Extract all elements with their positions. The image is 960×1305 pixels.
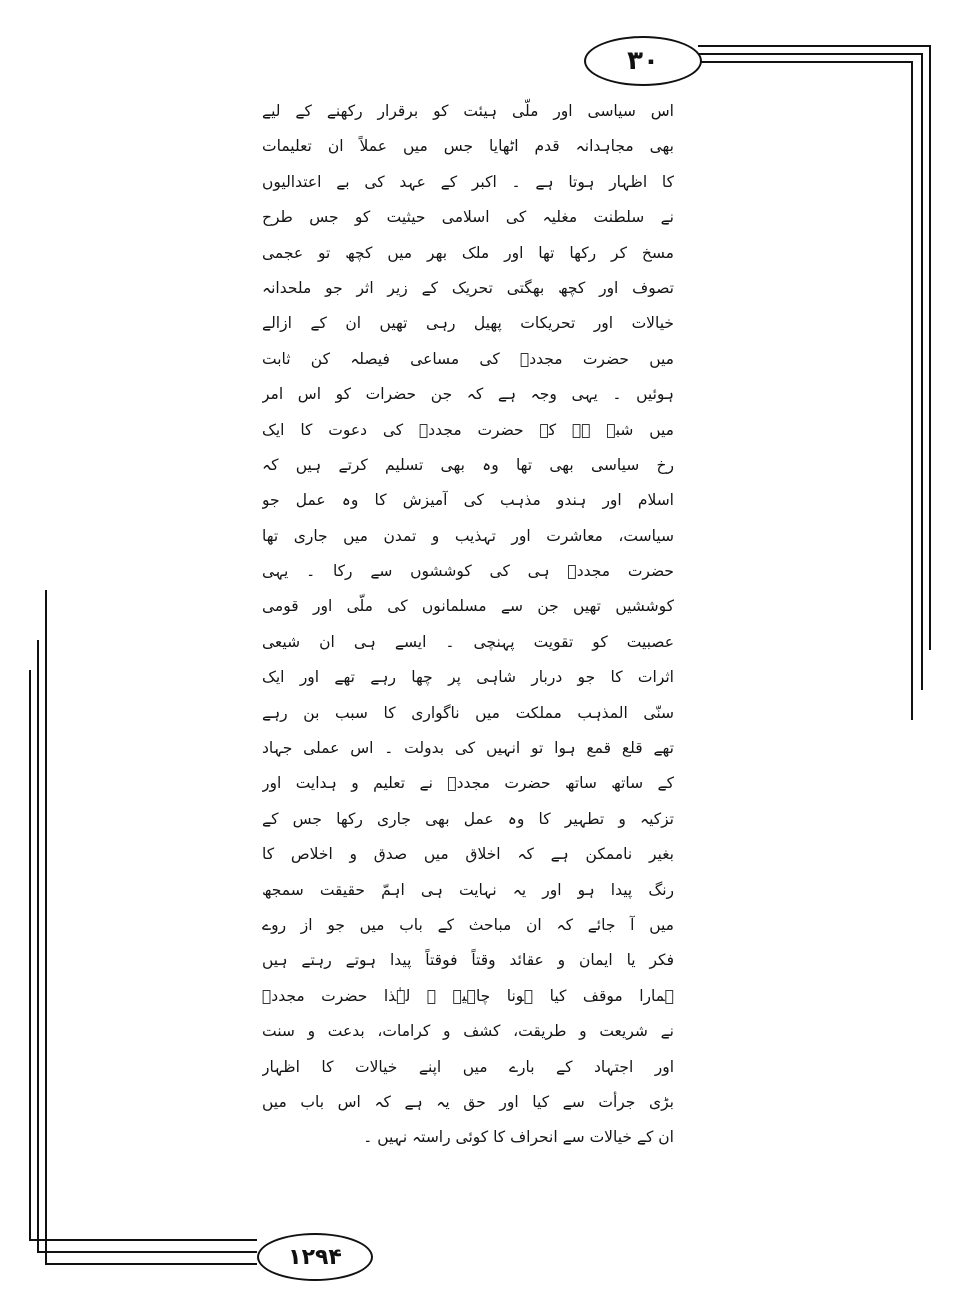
text-line: خیالات اور تحریکات پھیل رہی تھیں ان کے ازالے — [262, 314, 674, 333]
text-line: میں حضرت مجددؒ کی مساعی فیصلہ کن ثابت — [262, 349, 674, 368]
text-line: رخ سیاسی بھی تھا وہ بھی تسلیم کرتے ہیں کہ — [262, 455, 674, 474]
text-line: حضرت مجددؒ ہی کی کوششوں سے رکا ۔ یہی — [262, 562, 674, 581]
text-line: میں آ جائے کہ ان مباحث کے باب میں جو از روے — [262, 915, 674, 934]
page-number-badge — [257, 1233, 373, 1281]
text-line: فکر یا ایمان و عقائد وقتاً فوقتاً پیدا ہوتے رہتے ہیں — [262, 951, 674, 970]
text-line: رنگ پیدا ہو اور یہ نہایت ہی اہمّ حقیقت سمجھ — [262, 880, 674, 899]
text-line: کا اظہار ہوتا ہے ۔ اکبر کے عہد کی بے اعتدالیوں — [262, 172, 674, 191]
text-line: نے سلطنت مغلیہ کی اسلامی حیثیت کو جس طرح — [262, 208, 674, 227]
text-line: عصبیت کو تقویت پہنچی ۔ ایسے ہی ان شیعی — [262, 632, 674, 651]
urdu-text-body — [262, 94, 674, 1156]
text-line: میں شبہ ہے کہ حضرت مجددؒ کی دعوت کا ایک — [262, 420, 674, 439]
text-line: اسلام اور ہندو مذہب کی آمیزش کا وہ عمل جو — [262, 491, 674, 510]
border-line-outer-bottom — [46, 590, 257, 1264]
text-line: بڑی جرأت سے کیا اور حق یہ ہے کہ اس باب میں — [262, 1092, 674, 1111]
border-line-mid-top — [698, 54, 922, 690]
border-line-inner-bottom — [30, 670, 257, 1240]
text-line: اثرات کا جو دربار شاہی پر چھا رہے تھے اور ایک — [262, 668, 674, 687]
chapter-number: ۳۰ — [627, 46, 659, 76]
text-line: اس سیاسی اور ملّی ہیئت کو برقرار رکھنے کے لیے — [262, 102, 674, 120]
text-line: بغیر ناممکن ہے کہ اخلاق میں صدق و اخلاص کا — [262, 845, 674, 864]
text-line: بھی مجاہدانہ قدم اٹھایا جس میں عملاً ان تعلیمات — [262, 137, 674, 156]
chapter-number-badge — [584, 36, 702, 86]
text-line: سیاست، معاشرت اور تہذیب و تمدن میں جاری تھا — [262, 526, 674, 545]
text-line: نے شریعت و طریقت، کشف و کرامات، بدعت و سنت — [262, 1022, 674, 1041]
text-line: کے ساتھ ساتھ حضرت مجددؒ نے تعلیم و ہدایت اور — [262, 774, 674, 793]
text-line: تزکیہ و تطہیر کا وہ عمل بھی جاری رکھا جس کے — [262, 809, 674, 828]
border-line-inner-top — [698, 62, 912, 720]
text-line: ان کے خیالات سے انحراف کا کوئی راستہ نہیں ۔ — [363, 1128, 674, 1147]
text-line: اور اجتہاد کے بارے میں اپنے خیالات کا اظہار — [262, 1057, 674, 1076]
border-line-mid-bottom — [38, 640, 257, 1252]
text-line: ہمارا موقف کیا ہونا چاہیے ۔ لہٰذا حضرت مجددؒ — [262, 986, 674, 1005]
text-line: تھے قلع قمع ہوا تو انہیں کی بدولت ۔ اس عملی جہاد — [262, 739, 674, 758]
text-line: مسخ کر رکھا تھا اور ملک بھر میں کچھ تو عجمی — [262, 243, 674, 262]
border-line-outer-top — [698, 46, 930, 650]
page-number: ۱۲۹۴ — [288, 1244, 342, 1270]
text-line: کوششیں تھیں جن سے مسلمانوں کی ملّی اور قومی — [262, 597, 674, 616]
text-line: تصوف اور کچھ بھگتی تحریک کے زیر اثر جو ملحدانہ — [262, 278, 674, 297]
text-line: سنّی المذہب مملکت میں ناگواری کا سبب بن رہے — [262, 703, 674, 722]
text-line: ہوئیں ۔ یہی وجہ ہے کہ جن حضرات کو اس امر — [262, 385, 674, 404]
